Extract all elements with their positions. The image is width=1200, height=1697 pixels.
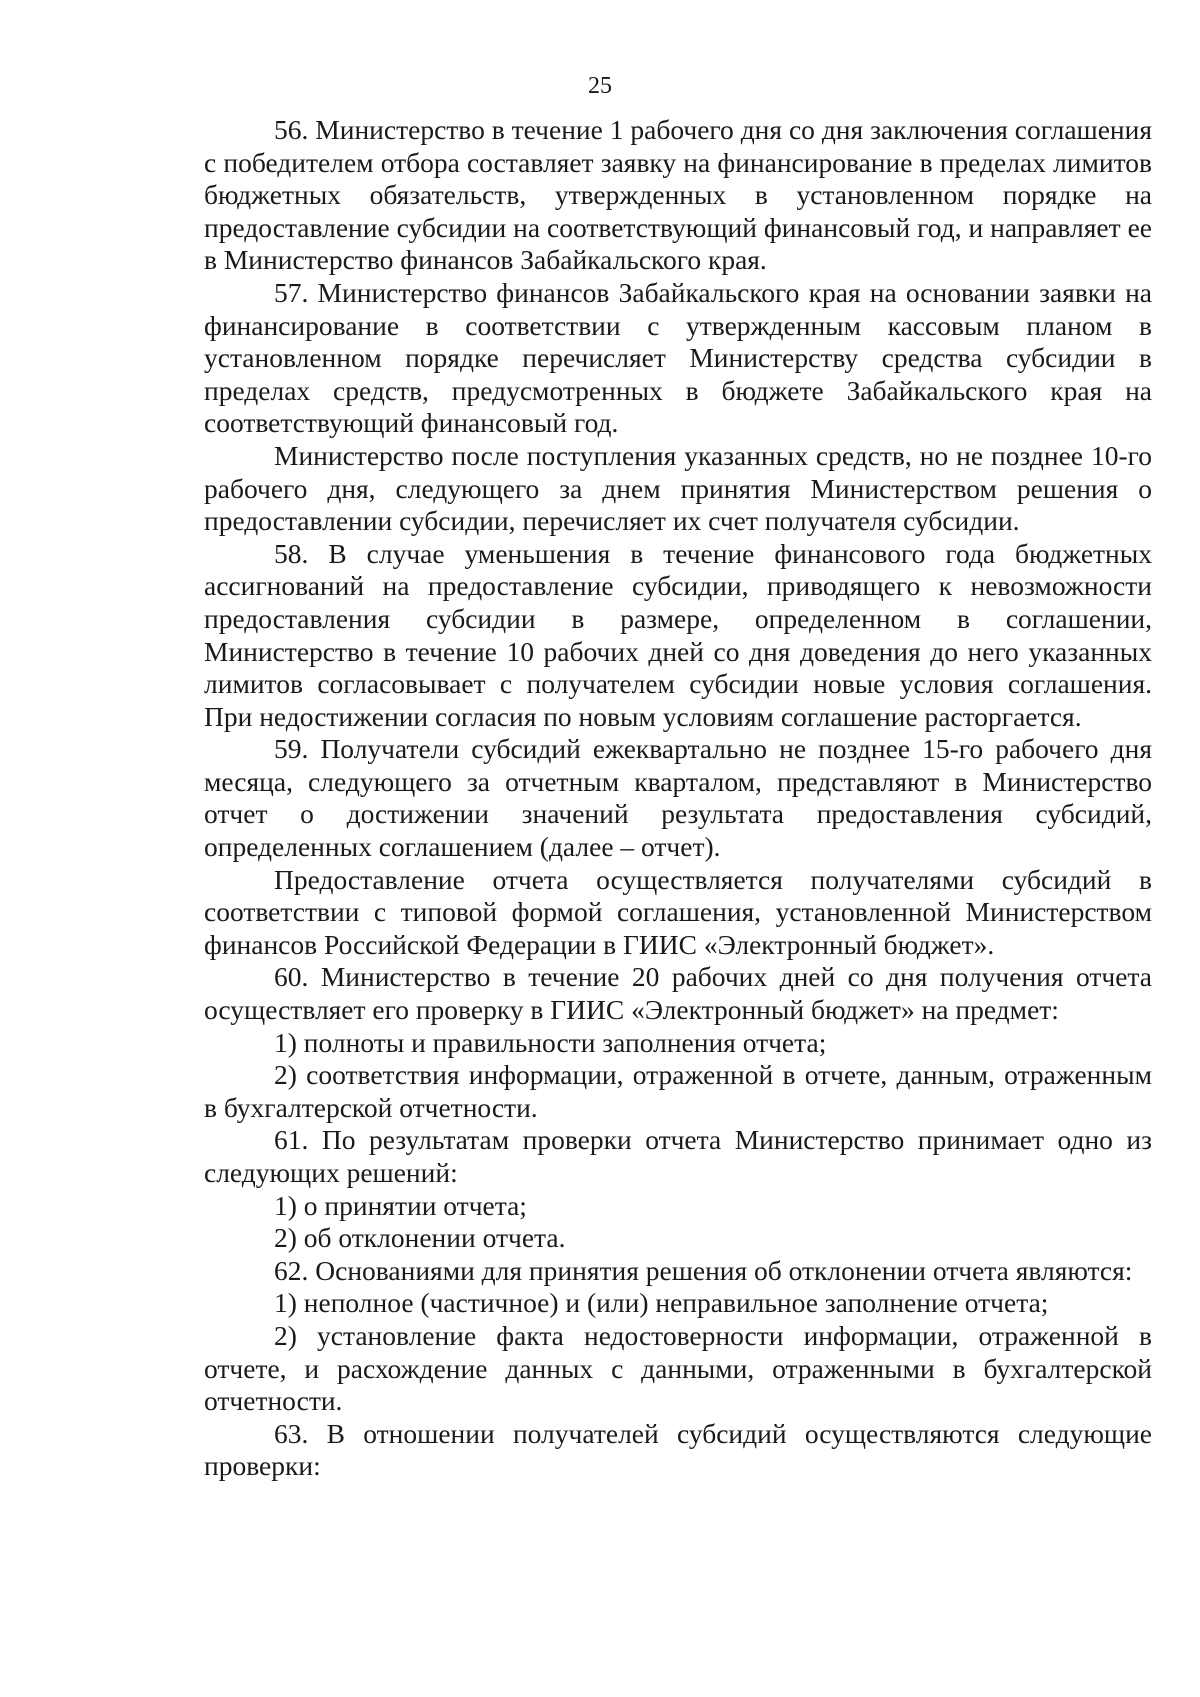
paragraph-58: 58. В случае уменьшения в течение финансового года бюджетных ассигнований на предоставление субсидии, приводящего к невозможности предоставления субсидии в размере, определенном в соглашении, Министерство в течение 10 рабочих дней со дня доведения до него указанных лимитов согласовывает с получателем субсидии новые условия соглашения. При недостижении согласия по новым условиям соглашение расторгается. xyxy=(204,537,1152,732)
page-number: 25 xyxy=(588,73,612,99)
paragraph-56: 56. Министерство в течение 1 рабочего дня со дня заключения соглашения с победителем отбора составляет заявку на финансирование в пределах лимитов бюджетных обязательств, утвержденных в установленном порядке на предоставление субсидии на соответствующий финансовый год, и направляет ее в Министерство финансов Забайкальского края. xyxy=(204,114,1152,276)
paragraph-62: 62. Основаниями для принятия решения об отклонении отчета являются: xyxy=(274,1254,1133,1286)
paragraph-63: 63. В отношении получателей субсидий осуществляются следующие проверки: xyxy=(204,1417,1152,1482)
paragraph-57-continuation: Министерство после поступления указанных средств, но не позднее 10-го рабочего дня, следующего за днем принятия Министерством решения о предоставлении субсидии, перечисляет их счет получателя субсидии. xyxy=(204,439,1152,537)
paragraph-57: 57. Министерство финансов Забайкальского края на основании заявки на финансирование в соответствии с утвержденным кассовым планом в установленном порядке перечисляет Министерству средства субсидии в пределах средств, предусмотренных в бюджете Забайкальского края на соответствующий финансовый год. xyxy=(204,276,1152,439)
document-body xyxy=(204,114,1152,1483)
paragraph-59-continuation: Предоставление отчета осуществляется получателями субсидий в соответствии с типовой формой соглашения, установленной Министерством финансов Российской Федерации в ГИИС «Электронный бюджет». xyxy=(204,863,1152,960)
paragraph-59: 59. Получатели субсидий ежеквартально не позднее 15-го рабочего дня месяца, следующего за отчетным кварталом, представляют в Министерство отчет о достижении значений результата предоставления субсидий, определенных соглашением (далее – отчет). xyxy=(204,733,1152,863)
paragraph-60: 60. Министерство в течение 20 рабочих дней со дня получения отчета осуществляет его проверку в ГИИС «Электронный бюджет» на предмет: xyxy=(204,961,1152,1026)
paragraph-60-item-2: 2) соответствия информации, отраженной в отчете, данным, отраженным в бухгалтерской отчетности. xyxy=(204,1059,1152,1123)
paragraph-61: 61. По результатам проверки отчета Министерство принимает одно из следующих решений: xyxy=(204,1124,1152,1188)
paragraph-61-item-1: 1) о принятии отчета; xyxy=(274,1189,527,1221)
paragraph-62-item-1: 1) неполное (частичное) и (или) неправильное заполнение отчета; xyxy=(274,1287,1049,1319)
paragraph-61-item-2: 2) об отклонении отчета. xyxy=(274,1222,566,1254)
paragraph-60-item-1: 1) полноты и правильности заполнения отчета; xyxy=(274,1026,827,1058)
paragraph-62-item-2: 2) установление факта недостоверности информации, отраженной в отчете, и расхождение данных с данными, отраженными в бухгалтерской отчетности. xyxy=(204,1319,1152,1417)
